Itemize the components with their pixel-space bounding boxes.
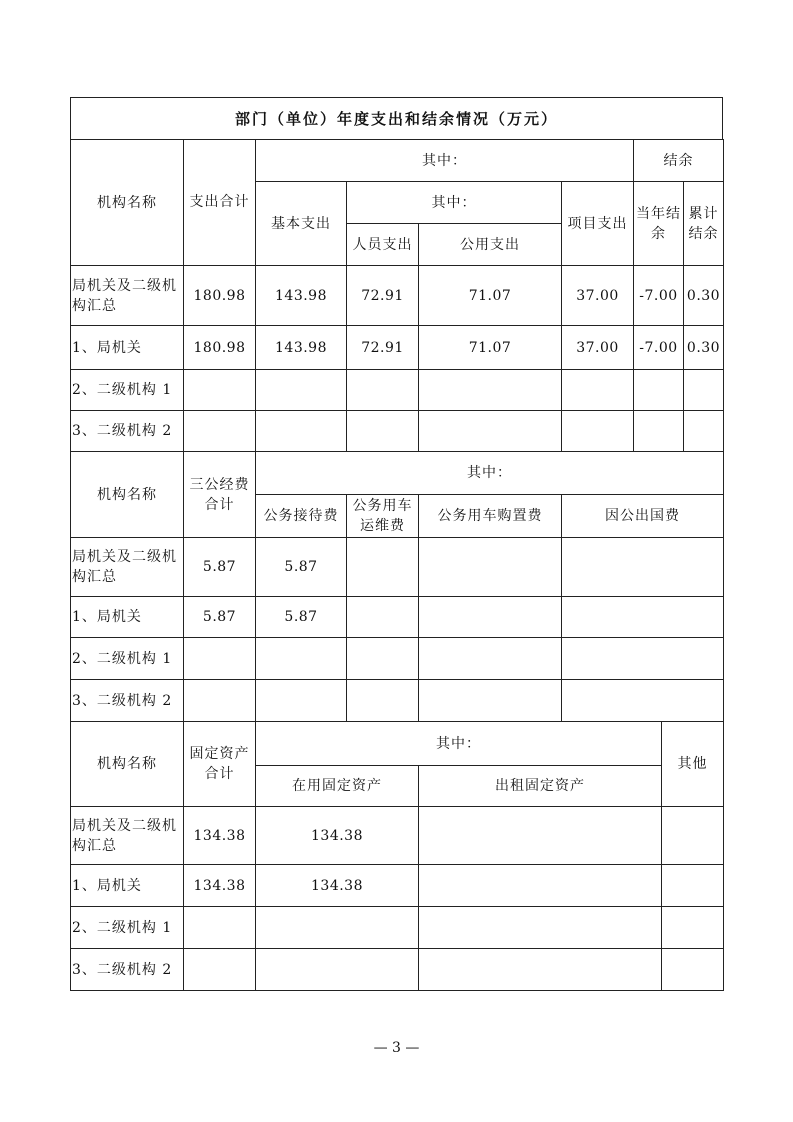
org-name-cell: 1、局机关: [71, 597, 184, 638]
value-cell: 143.98: [256, 266, 347, 326]
org-name-cell: 局机关及二级机构汇总: [71, 538, 184, 597]
header-vehicle-buy: 公务用车购置费: [419, 495, 562, 538]
header-project: 项目支出: [562, 182, 634, 266]
header-of-which: 其中：: [256, 140, 634, 182]
table-row: [71, 370, 724, 411]
header-name: 机构名称: [71, 140, 184, 266]
value-cell: 37.00: [562, 326, 634, 370]
org-name-cell: 2、二级机构 1: [71, 638, 184, 680]
title-table: [70, 97, 723, 140]
header-surplus: 结余: [634, 140, 724, 182]
value-cell: [684, 411, 724, 452]
value-cell: 134.38: [256, 807, 419, 865]
table-row: [71, 597, 724, 638]
value-cell: [419, 638, 562, 680]
value-cell: 37.00: [562, 266, 634, 326]
header-reception: 公务接待费: [256, 495, 347, 538]
table-row: [71, 907, 724, 949]
header-of-which: 其中：: [256, 452, 724, 495]
value-cell: 0.30: [684, 326, 724, 370]
value-cell: [256, 680, 347, 722]
value-cell: [684, 370, 724, 411]
value-cell: [562, 370, 634, 411]
value-cell: 180.98: [184, 326, 256, 370]
value-cell: [634, 411, 684, 452]
value-cell: [419, 949, 662, 991]
value-cell: [347, 597, 419, 638]
header-in-use: 在用固定资产: [256, 766, 419, 807]
value-cell: [419, 807, 662, 865]
fixed-assets-table: [70, 721, 724, 991]
value-cell: [419, 411, 562, 452]
table-row: [71, 680, 724, 722]
value-cell: [184, 370, 256, 411]
value-cell: [347, 680, 419, 722]
table-row: [71, 411, 724, 452]
header-total: 固定资产合计: [184, 722, 256, 807]
org-name-cell: 2、二级机构 1: [71, 370, 184, 411]
page-number: — 3 —: [373, 1040, 420, 1056]
value-cell: [419, 538, 562, 597]
value-cell: 5.87: [256, 597, 347, 638]
value-cell: [419, 680, 562, 722]
value-cell: [184, 411, 256, 452]
value-cell: 134.38: [184, 865, 256, 907]
value-cell: [662, 807, 724, 865]
value-cell: [347, 370, 419, 411]
header-total: 三公经费合计: [184, 452, 256, 538]
value-cell: 0.30: [684, 266, 724, 326]
value-cell: [662, 865, 724, 907]
value-cell: [256, 370, 347, 411]
value-cell: [347, 538, 419, 597]
value-cell: [419, 865, 662, 907]
org-name-cell: 3、二级机构 2: [71, 411, 184, 452]
value-cell: [562, 638, 724, 680]
three-public-expenses-table: [70, 451, 724, 722]
expenditure-table: [70, 139, 724, 452]
value-cell: 180.98: [184, 266, 256, 326]
header-leased: 出租固定资产: [419, 766, 662, 807]
value-cell: 71.07: [419, 326, 562, 370]
value-cell: 71.07: [419, 266, 562, 326]
value-cell: [256, 638, 347, 680]
value-cell: -7.00: [634, 266, 684, 326]
value-cell: [184, 907, 256, 949]
org-name-cell: 1、局机关: [71, 326, 184, 370]
value-cell: [662, 949, 724, 991]
org-name-cell: 2、二级机构 1: [71, 907, 184, 949]
header-total: 支出合计: [184, 140, 256, 266]
value-cell: [347, 411, 419, 452]
value-cell: [256, 411, 347, 452]
header-basic-of-which: 其中：: [347, 182, 562, 224]
header-year-surplus: 当年结余: [634, 182, 684, 266]
value-cell: [562, 538, 724, 597]
table-row: [71, 638, 724, 680]
value-cell: [184, 949, 256, 991]
value-cell: 5.87: [256, 538, 347, 597]
header-cum-surplus: 累计结余: [684, 182, 724, 266]
value-cell: [419, 370, 562, 411]
value-cell: -7.00: [634, 326, 684, 370]
value-cell: [419, 597, 562, 638]
header-of-which: 其中：: [256, 722, 662, 766]
header-vehicle-op: 公务用车运维费: [347, 495, 419, 538]
value-cell: 72.91: [347, 326, 419, 370]
header-name: 机构名称: [71, 722, 184, 807]
value-cell: 5.87: [184, 597, 256, 638]
value-cell: 72.91: [347, 266, 419, 326]
org-name-cell: 局机关及二级机构汇总: [71, 807, 184, 865]
value-cell: 134.38: [184, 807, 256, 865]
value-cell: [562, 680, 724, 722]
value-cell: [419, 907, 662, 949]
value-cell: [256, 949, 419, 991]
table-row: [71, 807, 724, 865]
value-cell: 143.98: [256, 326, 347, 370]
header-basic: 基本支出: [256, 182, 347, 266]
value-cell: [634, 370, 684, 411]
header-name: 机构名称: [71, 452, 184, 538]
value-cell: [562, 411, 634, 452]
org-name-cell: 局机关及二级机构汇总: [71, 266, 184, 326]
header-abroad: 因公出国费: [562, 495, 724, 538]
header-other: 其他: [662, 722, 724, 807]
value-cell: 5.87: [184, 538, 256, 597]
value-cell: [184, 638, 256, 680]
table-row: [71, 326, 724, 370]
table-title: 部门（单位）年度支出和结余情况（万元）: [71, 98, 723, 140]
header-public: 公用支出: [419, 224, 562, 266]
value-cell: 134.38: [256, 865, 419, 907]
value-cell: [562, 597, 724, 638]
org-name-cell: 1、局机关: [71, 865, 184, 907]
table-row: [71, 266, 724, 326]
table-row: [71, 538, 724, 597]
table-row: [71, 865, 724, 907]
value-cell: [662, 907, 724, 949]
table-row: [71, 949, 724, 991]
value-cell: [184, 680, 256, 722]
header-personnel: 人员支出: [347, 224, 419, 266]
org-name-cell: 3、二级机构 2: [71, 949, 184, 991]
value-cell: [256, 907, 419, 949]
org-name-cell: 3、二级机构 2: [71, 680, 184, 722]
value-cell: [347, 638, 419, 680]
